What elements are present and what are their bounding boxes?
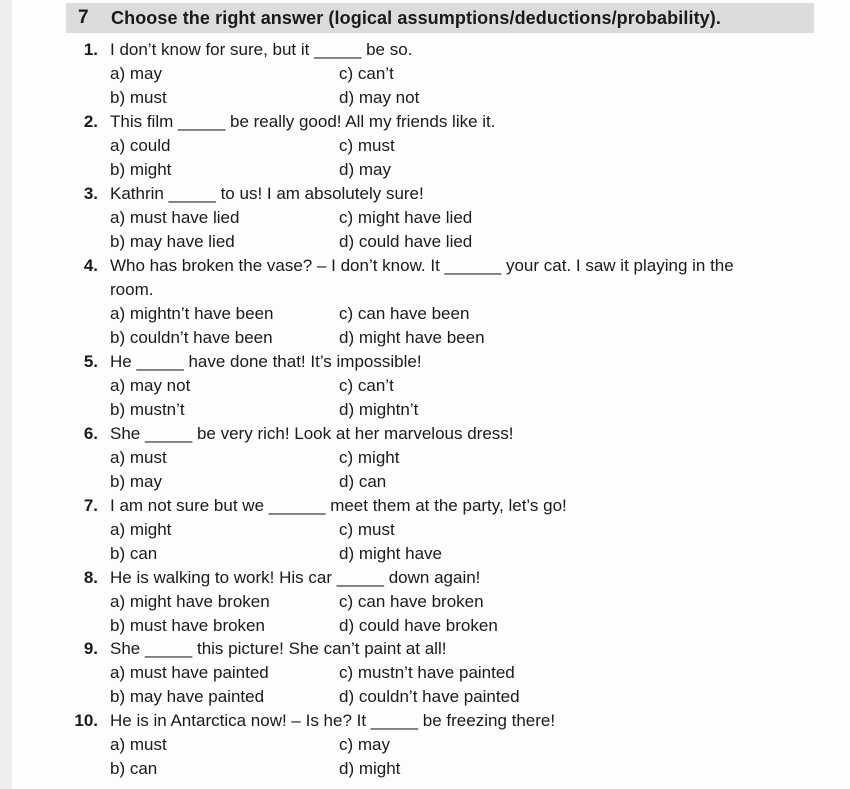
option-a[interactable]: a) may not: [110, 376, 191, 395]
option-a[interactable]: a) might: [110, 520, 172, 539]
question-5: [0, 350, 850, 422]
question-2: [0, 110, 850, 182]
question-number: 9.: [83, 639, 98, 658]
option-c[interactable]: c) can’t: [339, 376, 394, 395]
question-text: She _____ be very rich! Look at her marvelous dress!: [110, 424, 514, 443]
question-text: Who has broken the vase? – I don’t know. It ______ your cat. I saw it playing in the: [110, 256, 734, 275]
question-number: 4.: [83, 256, 98, 275]
question-number: 7.: [83, 496, 98, 515]
option-d[interactable]: d) may: [339, 160, 391, 179]
option-c[interactable]: c) must: [339, 136, 395, 155]
option-a[interactable]: a) may: [110, 64, 162, 83]
option-b[interactable]: b) must have broken: [110, 616, 265, 635]
option-c[interactable]: c) may: [339, 735, 390, 754]
question-text: She _____ this picture! She can’t paint at all!: [110, 639, 447, 658]
question-8: [0, 566, 850, 638]
option-c[interactable]: c) might have lied: [339, 208, 473, 227]
question-text: I am not sure but we ______ meet them at the party, let’s go!: [110, 496, 567, 515]
option-b[interactable]: b) may have lied: [110, 232, 235, 251]
option-b[interactable]: b) can: [110, 759, 158, 778]
question-number: 8.: [83, 568, 98, 587]
question-3: [0, 182, 850, 254]
option-a[interactable]: a) must: [110, 448, 167, 467]
option-d[interactable]: d) could have broken: [339, 616, 498, 635]
question-number: 5.: [83, 352, 98, 371]
option-b[interactable]: b) must: [110, 88, 167, 107]
question-text-continued: room.: [110, 280, 154, 299]
question-number: 10.: [74, 711, 98, 730]
question-text: He is in Antarctica now! – Is he? It _____ be freezing there!: [110, 711, 556, 730]
question-number: 2.: [83, 112, 98, 131]
question-number: 3.: [83, 184, 98, 203]
question-4: [0, 254, 850, 350]
option-a[interactable]: a) must have lied: [110, 208, 240, 227]
question-number: 6.: [83, 424, 98, 443]
option-c[interactable]: c) mustn’t have painted: [339, 663, 515, 682]
question-text: Kathrin _____ to us! I am absolutely sure!: [110, 184, 424, 203]
question-6: [0, 422, 850, 494]
option-d[interactable]: d) could have lied: [339, 232, 473, 251]
option-c[interactable]: c) can’t: [339, 64, 394, 83]
option-b[interactable]: b) mustn’t: [110, 400, 185, 419]
option-d[interactable]: d) might: [339, 759, 401, 778]
option-d[interactable]: d) mightn’t: [339, 400, 419, 419]
option-c[interactable]: c) might: [339, 448, 400, 467]
option-a[interactable]: a) must: [110, 735, 167, 754]
question-9: [0, 637, 850, 709]
question-text: I don’t know for sure, but it _____ be so.: [110, 40, 413, 59]
option-d[interactable]: d) couldn’t have painted: [339, 687, 520, 706]
option-d[interactable]: d) may not: [339, 88, 420, 107]
option-d[interactable]: d) might have been: [339, 328, 485, 347]
option-c[interactable]: c) can have been: [339, 304, 470, 323]
question-text: He is walking to work! His car _____ down again!: [110, 568, 481, 587]
option-c[interactable]: c) must: [339, 520, 395, 539]
exercise-header: [66, 3, 814, 33]
option-b[interactable]: b) may have painted: [110, 687, 265, 706]
option-a[interactable]: a) must have painted: [110, 663, 269, 682]
option-d[interactable]: d) can: [339, 472, 387, 491]
exercise-title: Choose the right answer (logical assumptions/deductions/probability).: [111, 7, 721, 28]
question-1: [0, 38, 850, 110]
question-7: [0, 494, 850, 566]
option-a[interactable]: a) might have broken: [110, 592, 270, 611]
option-b[interactable]: b) couldn’t have been: [110, 328, 273, 347]
option-d[interactable]: d) might have: [339, 544, 442, 563]
exercise-number: 7: [78, 7, 89, 28]
option-a[interactable]: a) mightn’t have been: [110, 304, 274, 323]
option-c[interactable]: c) can have broken: [339, 592, 484, 611]
question-10: [0, 709, 850, 781]
question-text: This film _____ be really good! All my friends like it.: [110, 112, 496, 131]
question-text: He _____ have done that! It’s impossible!: [110, 352, 422, 371]
option-b[interactable]: b) can: [110, 544, 158, 563]
option-b[interactable]: b) might: [110, 160, 172, 179]
option-a[interactable]: a) could: [110, 136, 171, 155]
option-b[interactable]: b) may: [110, 472, 162, 491]
question-number: 1.: [83, 40, 98, 59]
